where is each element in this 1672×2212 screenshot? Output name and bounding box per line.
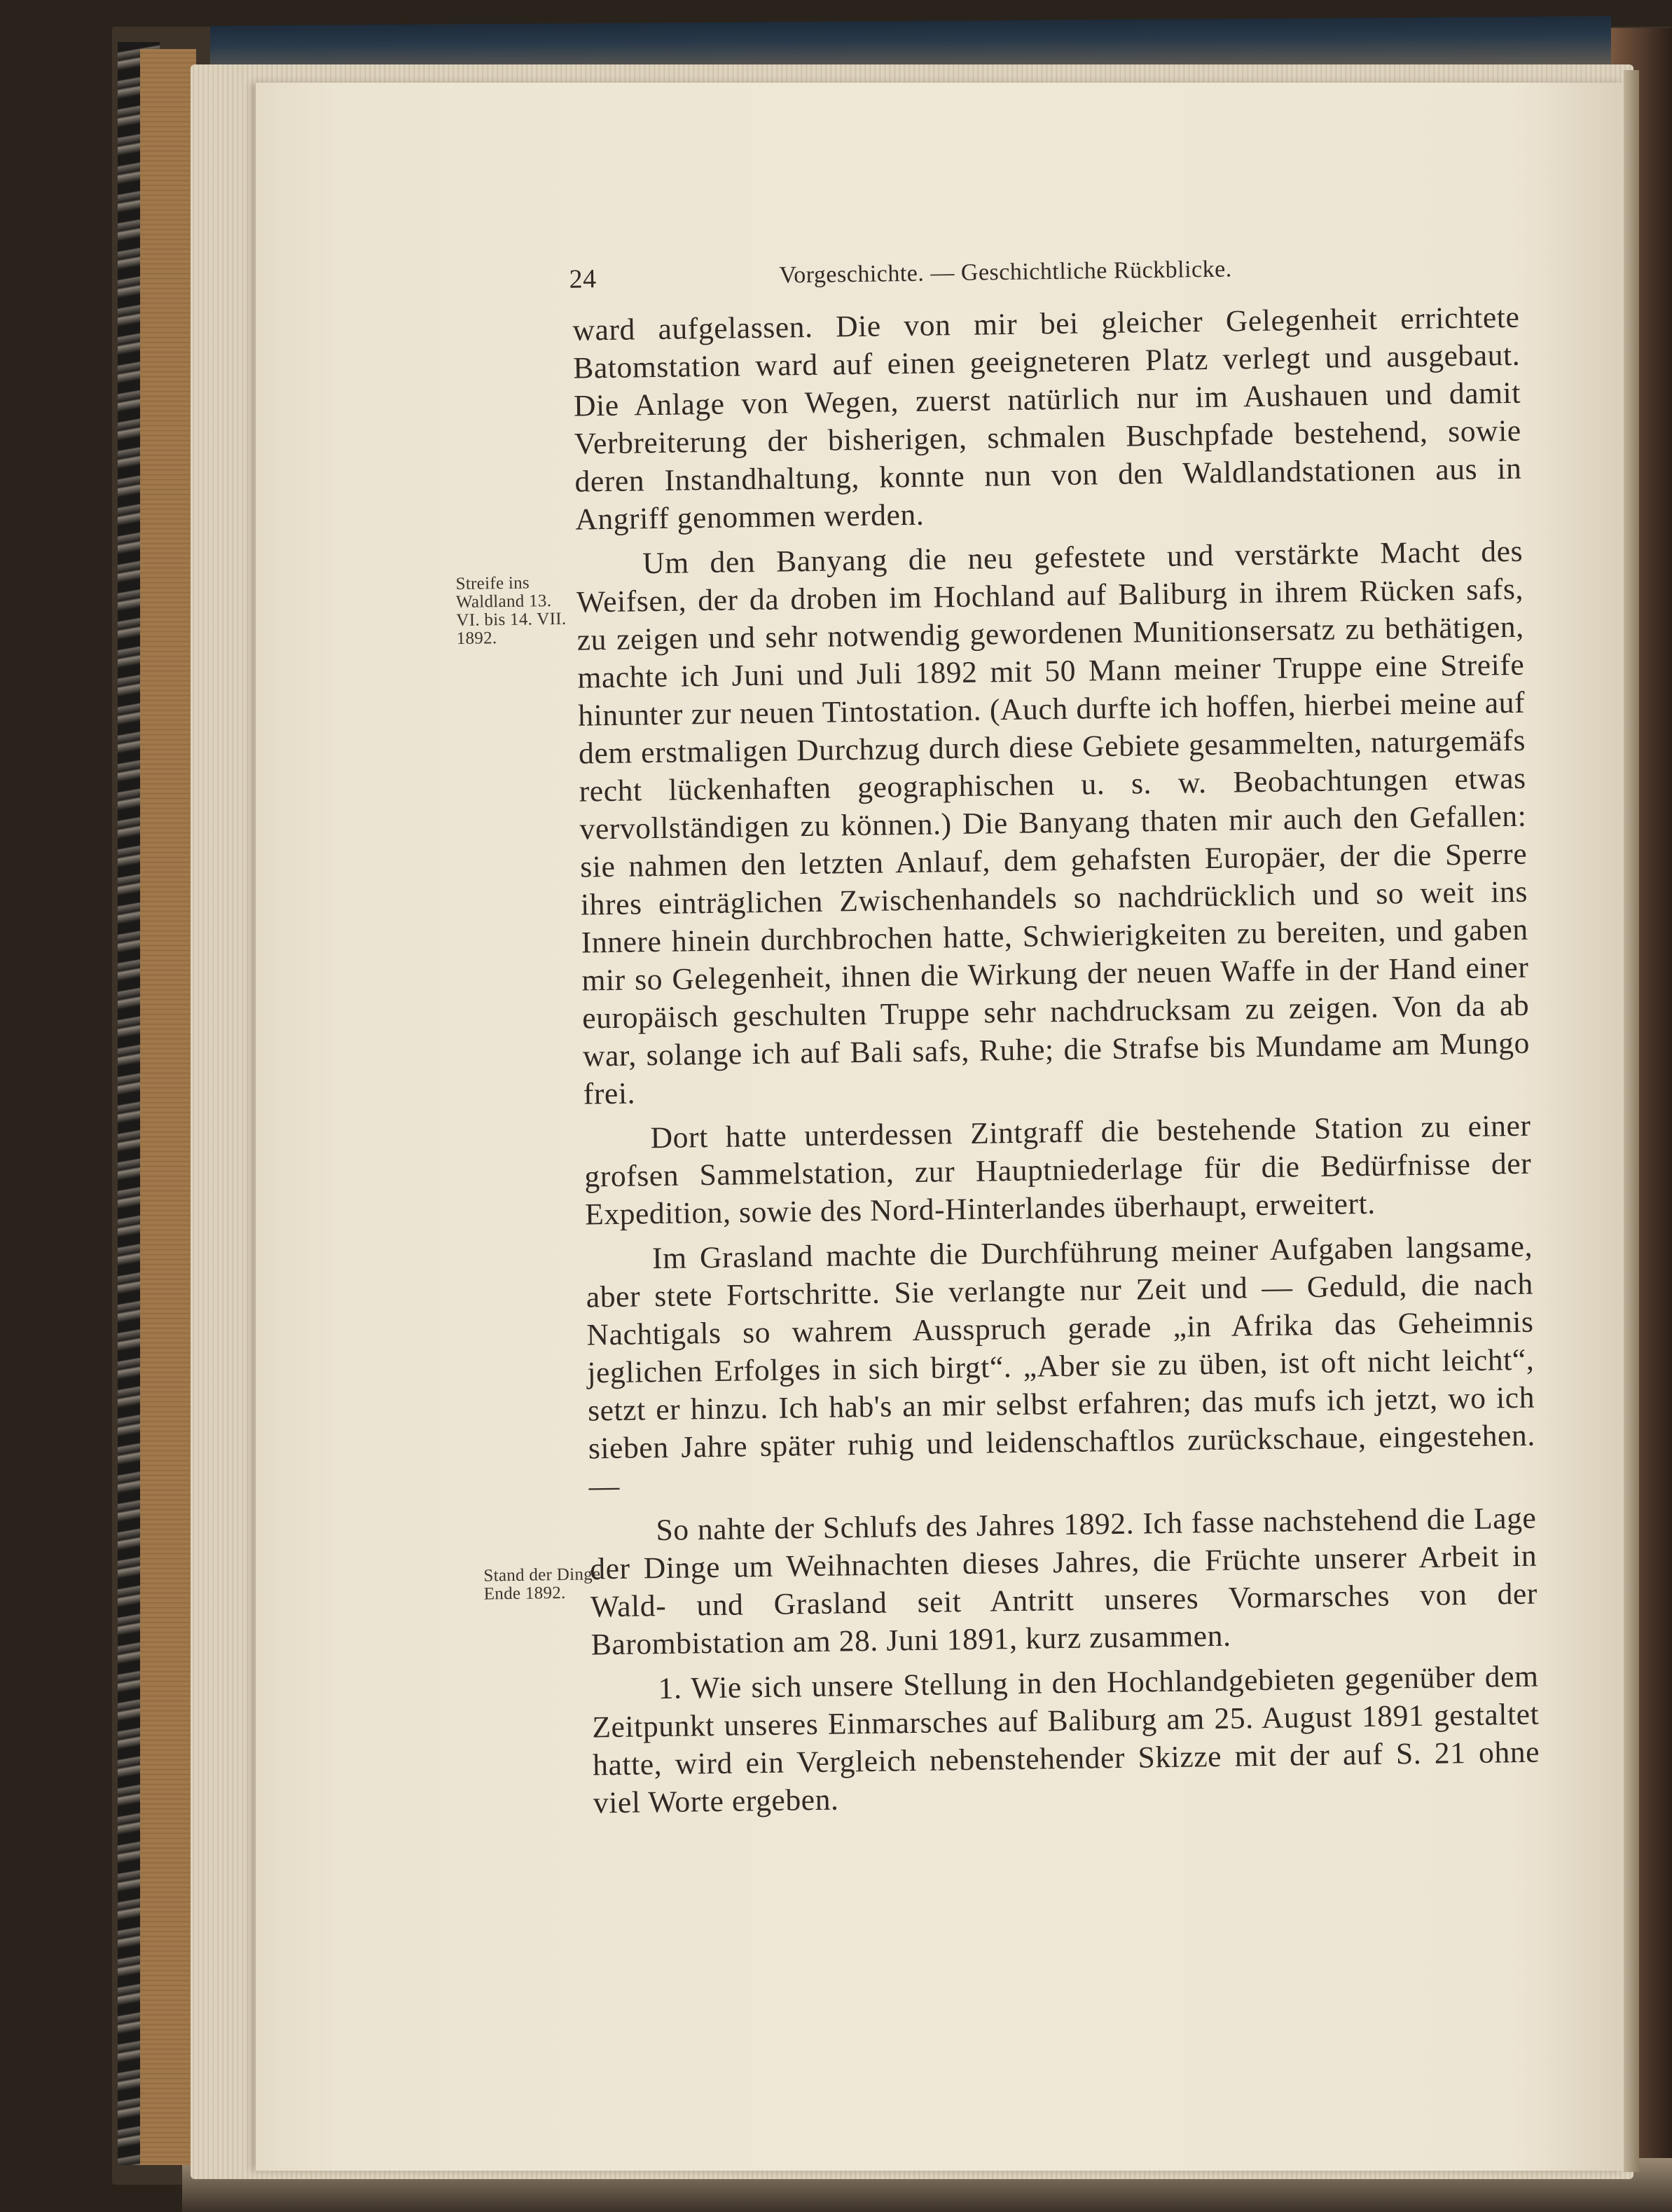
paragraph: 1. Wie sich unsere Stellung in den Hochlandgebieten gegenüber dem Zeitpunkt unseres Einmarsches auf Baliburg am 25. August 1891 gestaltet hatte, wird ein Vergleich nebenstehender Skizze mit der auf S. 21 ohne viel Worte ergeben. <box>592 1659 1540 1820</box>
paragraph: ward aufgelassen. Die von mir bei gleicher Gelegenheit errichtete Batomstation ward auf einen geeigneteren Platz verlegt und ausgebaut. Die Anlage von Wegen, zuerst natürlich nur im Aushauen und damit Verbreiterung der bisherigen, schmalen Buschpfade bestehend, sowie deren Instandhaltung, konnte nun von den Waldlandstationen aus in Angriff genommen werden. <box>572 300 1522 537</box>
paragraph: Dort hatte unterdessen Zintgraff die bestehende Station zu einer grofsen Sammelstation, zur Hauptniederlage für die Bedürfnisse der Expedition, sowie des Nord-Hinterlandes überhaupt, erweitert. <box>584 1108 1532 1232</box>
body-text <box>572 298 1540 1822</box>
paragraph: Im Grasland machte die Durchführung meiner Aufgaben langsame, aber stete Fortschritte. Sie verlangte nur Zeit und — Geduld, die nach Nachtigals so wahrem Ausspruch gerade „in Afrika das Geheimnis jeglichen Erfolges in sich birgt“. „Aber sie zu üben, ist oft nicht leicht“, setzt er hinzu. Ich hab's an mir selbst erfahren; das mufs ich jetzt, wo ich sieben Jahre später ruhig und leidenschaftlos zurückschaue, eingestehen. — <box>586 1229 1536 1504</box>
margin-note: Stand der Dinge Ende 1892. <box>483 1565 601 1604</box>
page-number: 24 <box>569 264 597 294</box>
paragraph: Um den Banyang die neu gefestete und verstärkte Macht des Weifsen, der da droben im Hochland auf Baliburg in ihrem Rücken safs, zu zeigen und sehr notwendig gewordenen Munitionsersatz zu bethätigen, machte ich Juni und Juli 1892 mit 50 Mann meiner Truppe eine Streife hinunter zur neuen Tintostation. (Auch durfte ich hoffen, hierbei meine auf dem erstmaligen Durchzug durch diese Gebiete gesammelten, naturgemäfs recht lückenhaften geographischen u. s. w. Beobachtungen etwas vervollständigen zu können.) Die Banyang thaten mir auch den Gefallen: sie nahmen den letzten Anlauf, dem gehafsten Europäer, der die Sperre ihres einträglichen Zwischenhandels so nachdrücklich und so weit ins Innere hinein durchbrochen hatte, Schwierigkeiten zu bereiten, und gaben mir so Gelegenheit, ihnen die Wirkung der neuen Waffe in der Hand einer europäisch geschulten Truppe sehr nachdrucksam zu zeigen. Von da ab war, solange ich auf Bali safs, Ruhe; die Strafse bis Mundame am Mungo frei. <box>576 534 1531 1111</box>
margin-note: Streife ins Waldland 13. VI. bis 14. VII. 1892. <box>455 573 567 648</box>
running-title: Vorgeschichte. — Geschichtliche Rückblicke. <box>779 256 1232 289</box>
running-header <box>569 251 1515 299</box>
paragraph: So nahte der Schlufs des Jahres 1892. Ich fasse nachstehend die Lage der Dinge um Weihnachten dieses Jahres, die Früchte unserer Arbeit in Wald- und Grasland seit Antritt unseres Vormarsches von der Barombistation am 28. Juni 1891, kurz zusammen. <box>589 1501 1538 1662</box>
